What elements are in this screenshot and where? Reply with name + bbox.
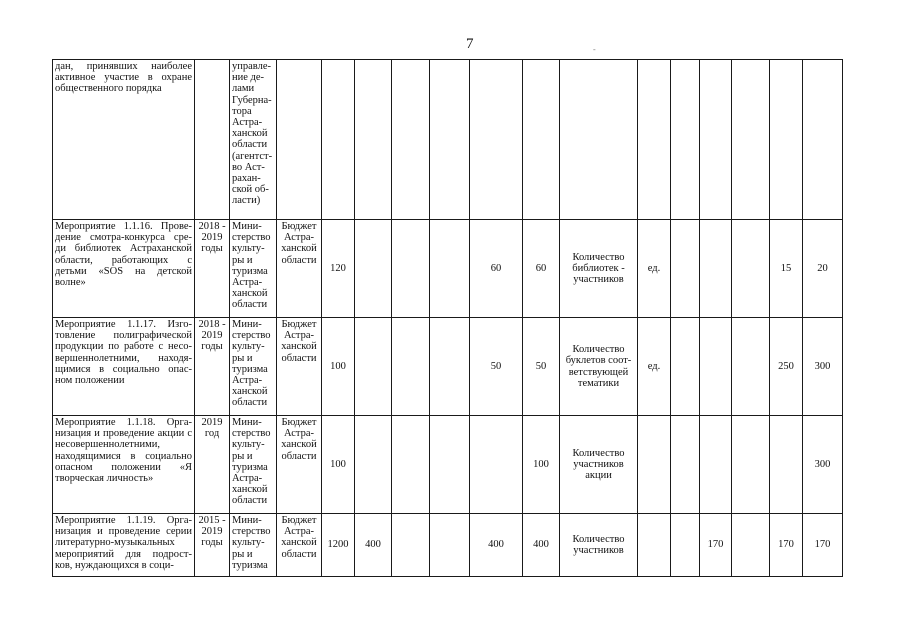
executor-cell: Мини- стерство культу- ры и туризма Астра- ханской области xyxy=(230,220,277,318)
indicator-2018-cell xyxy=(770,60,803,220)
indicator-2018-cell xyxy=(770,416,803,514)
indicator-name-cell: Количество участников xyxy=(560,514,638,577)
indicator-2016-cell: 170 xyxy=(700,514,732,577)
indicator-2015-cell xyxy=(671,318,700,416)
indicator-name-cell: Количество участников акции xyxy=(560,416,638,514)
indicator-2017-cell xyxy=(732,318,770,416)
funding-2016-cell xyxy=(392,416,430,514)
funding-2015-cell xyxy=(355,318,392,416)
funding-2015-cell xyxy=(355,60,392,220)
indicator-2019-cell: 20 xyxy=(803,220,843,318)
activity-cell: дан, принявших наиболее активное участие в охране общественного порядка xyxy=(53,60,195,220)
funding-2019-cell: 400 xyxy=(523,514,560,577)
indicator-2016-cell xyxy=(700,60,732,220)
indicator-2017-cell xyxy=(732,220,770,318)
funding-source-cell: Бюджет Астра- ханской области xyxy=(277,514,322,577)
indicator-2016-cell xyxy=(700,220,732,318)
funding-2016-cell xyxy=(392,318,430,416)
unit-cell: ед. xyxy=(638,318,671,416)
indicator-2017-cell xyxy=(732,60,770,220)
funding-2019-cell: 100 xyxy=(523,416,560,514)
funding-total-cell xyxy=(322,60,355,220)
funding-2019-cell xyxy=(523,60,560,220)
activity-cell: Мероприятие 1.1.18. Орга- низация и проведение акции с несовершеннолетними, находящимися в социально опасном положении «Я творческая личность» xyxy=(53,416,195,514)
indicator-2019-cell: 300 xyxy=(803,318,843,416)
funding-2017-cell xyxy=(430,60,470,220)
table-row xyxy=(53,60,843,220)
indicator-2015-cell xyxy=(671,220,700,318)
indicator-2019-cell: 170 xyxy=(803,514,843,577)
executor-cell: Мини- стерство культу- ры и туризма Астра- ханской области xyxy=(230,416,277,514)
activity-cell: Мероприятие 1.1.17. Изго- товление полиграфической продукции по работе с несо- вершеннолетними, находя- щимися в социально опас- ном положении xyxy=(53,318,195,416)
unit-cell xyxy=(638,60,671,220)
years-cell xyxy=(195,60,230,220)
funding-2017-cell xyxy=(430,514,470,577)
table-row xyxy=(53,514,843,577)
indicator-2017-cell xyxy=(732,514,770,577)
funding-2018-cell: 400 xyxy=(470,514,523,577)
indicator-2015-cell xyxy=(671,416,700,514)
indicator-2019-cell xyxy=(803,60,843,220)
funding-2016-cell xyxy=(392,60,430,220)
unit-cell xyxy=(638,514,671,577)
funding-2016-cell xyxy=(392,220,430,318)
funding-2019-cell: 50 xyxy=(523,318,560,416)
funding-source-cell: Бюджет Астра- ханской области xyxy=(277,220,322,318)
funding-2016-cell xyxy=(392,514,430,577)
indicator-name-cell xyxy=(560,60,638,220)
activity-cell: Мероприятие 1.1.19. Орга- низация и проведение серии литературно-музыкальных мероприятий для подрост- ков, нуждающихся в соци- xyxy=(53,514,195,577)
funding-2017-cell xyxy=(430,416,470,514)
indicator-2018-cell: 170 xyxy=(770,514,803,577)
funding-2017-cell xyxy=(430,318,470,416)
indicator-name-cell: Количество буклетов соот- ветствующей тематики xyxy=(560,318,638,416)
indicator-name-cell: Количество библиотек - участников xyxy=(560,220,638,318)
years-cell: 2015 - 2019 годы xyxy=(195,514,230,577)
years-cell: 2019 год xyxy=(195,416,230,514)
funding-2015-cell xyxy=(355,220,392,318)
indicator-2015-cell xyxy=(671,514,700,577)
funding-source-cell: Бюджет Астра- ханской области xyxy=(277,416,322,514)
indicator-2015-cell xyxy=(671,60,700,220)
executor-cell: Мини- стерство культу- ры и туризма Астра- ханской области xyxy=(230,318,277,416)
unit-cell xyxy=(638,416,671,514)
indicator-2019-cell: 300 xyxy=(803,416,843,514)
table-row xyxy=(53,220,843,318)
indicator-2017-cell xyxy=(732,416,770,514)
years-cell: 2018 - 2019 годы xyxy=(195,220,230,318)
funding-2018-cell xyxy=(470,60,523,220)
program-activities-table xyxy=(52,59,843,577)
indicator-2016-cell xyxy=(700,318,732,416)
years-cell: 2018 - 2019 годы xyxy=(195,318,230,416)
funding-total-cell: 120 xyxy=(322,220,355,318)
funding-total-cell: 100 xyxy=(322,416,355,514)
unit-cell: ед. xyxy=(638,220,671,318)
funding-2015-cell: 400 xyxy=(355,514,392,577)
funding-2017-cell xyxy=(430,220,470,318)
indicator-2018-cell: 15 xyxy=(770,220,803,318)
funding-total-cell: 100 xyxy=(322,318,355,416)
funding-2015-cell xyxy=(355,416,392,514)
funding-2019-cell: 60 xyxy=(523,220,560,318)
indicator-2018-cell: 250 xyxy=(770,318,803,416)
funding-total-cell: 1200 xyxy=(322,514,355,577)
executor-cell: Мини- стерство культу- ры и туризма xyxy=(230,514,277,577)
funding-source-cell: Бюджет Астра- ханской области xyxy=(277,318,322,416)
scan-speck: - xyxy=(593,45,596,54)
table-row xyxy=(53,318,843,416)
activity-cell: Мероприятие 1.1.16. Прове- дение смотра-конкурса сре- ди библиотек Астраханской области, работающих с детьми «SOS на детской волне» xyxy=(53,220,195,318)
executor-cell: управле- ние де- лами Губерна- тора Астра- ханской области (агентст- во Аст- рахан- ской об- ласти) xyxy=(230,60,277,220)
table-row xyxy=(53,416,843,514)
funding-2018-cell xyxy=(470,416,523,514)
indicator-2016-cell xyxy=(700,416,732,514)
funding-2018-cell: 60 xyxy=(470,220,523,318)
funding-source-cell xyxy=(277,60,322,220)
funding-2018-cell: 50 xyxy=(470,318,523,416)
page-number: 7 xyxy=(466,36,474,52)
